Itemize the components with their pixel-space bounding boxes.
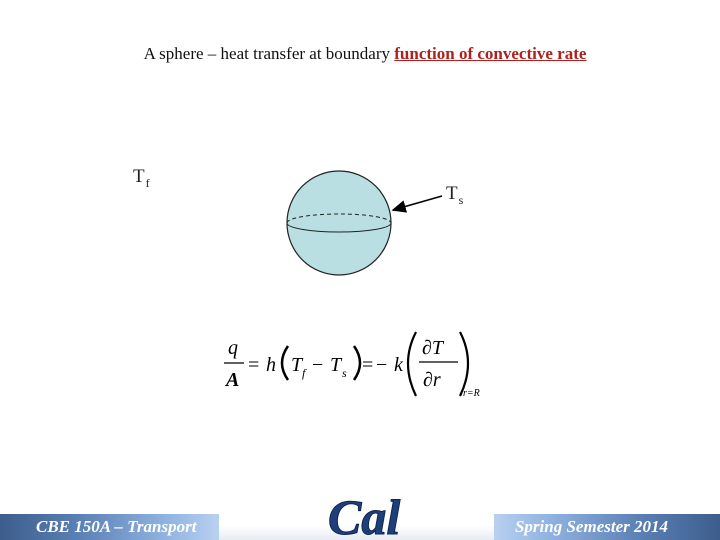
eq-bigparen-left — [408, 332, 416, 396]
eq-equals-1: = — [248, 354, 260, 376]
eq-T-s: T — [330, 354, 342, 376]
eq-paren-left — [282, 346, 288, 380]
surface-temperature-subscript: s — [458, 192, 465, 207]
surface-arrow — [393, 196, 442, 210]
title-highlight: function of convective rate — [394, 44, 587, 63]
eq-sub-s: s — [342, 366, 347, 380]
eq-T: T — [291, 354, 303, 376]
eq-dr: ∂r — [423, 369, 441, 391]
eq-q: q — [228, 337, 238, 359]
footer-semester-text: Spring Semester 2014 — [514, 517, 668, 536]
sphere — [287, 171, 391, 275]
eq-h: h — [266, 354, 276, 376]
eq-sub-f: f — [302, 366, 306, 380]
eq-A: A — [226, 369, 240, 391]
eq-negative: − — [376, 354, 388, 376]
fluid-temperature-symbol: T — [133, 166, 146, 187]
eq-equals-2: = — [362, 354, 374, 376]
eq-k: k — [394, 354, 403, 376]
eq-dT: ∂T — [422, 337, 444, 359]
eq-paren-right — [354, 346, 360, 380]
footer-course-bar — [0, 514, 219, 540]
title-prefix: A sphere – heat transfer at boundary — [143, 44, 395, 63]
cal-logo-text: Cal — [328, 489, 401, 540]
footer-semester-bar — [494, 514, 720, 540]
cal-logo — [325, 483, 401, 540]
fluid-temperature-subscript: f — [145, 175, 151, 190]
eq-bigparen-right — [460, 332, 468, 396]
footer-course-text: CBE 150A – Transport — [36, 517, 197, 536]
eq-minus: − — [312, 354, 324, 376]
surface-temperature-symbol: T — [446, 183, 459, 204]
heat-flux-equation — [218, 326, 498, 406]
eq-evaluation: r=R — [463, 388, 480, 399]
